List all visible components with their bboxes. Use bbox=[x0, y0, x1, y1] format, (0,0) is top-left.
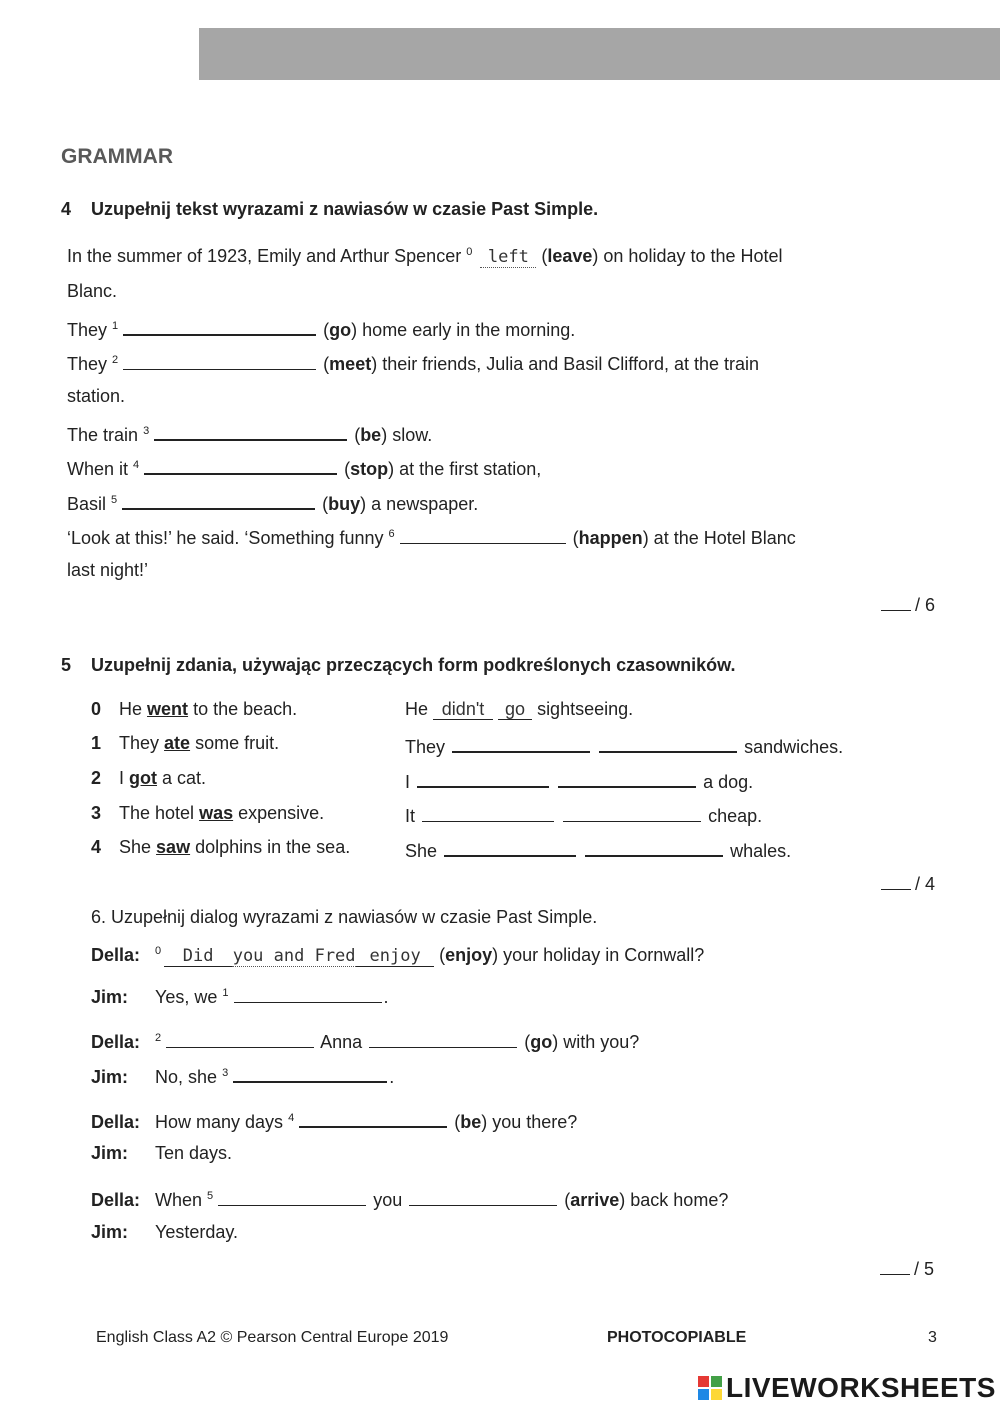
ex4-line-6: ‘Look at this!’ he said. ‘Something funny $^6$ (happen) at the Hotel Blanc bbox=[67, 525, 796, 549]
text: How many days bbox=[155, 1112, 284, 1132]
answer-gap-3b[interactable] bbox=[563, 803, 701, 822]
gap-number: 4 bbox=[133, 459, 140, 471]
text: sightseeing. bbox=[537, 699, 634, 719]
text: expensive. bbox=[238, 803, 325, 823]
score-ex4 bbox=[881, 594, 935, 616]
verb-hint: buy bbox=[328, 494, 361, 514]
text: ) at the Hotel Blanc bbox=[642, 528, 796, 548]
answer-gap-2[interactable] bbox=[123, 351, 316, 370]
gap-number: 5 bbox=[207, 1190, 214, 1202]
ex4-line-4: When it $^4$ (stop) at the first station, bbox=[67, 455, 541, 480]
text: When it bbox=[67, 459, 129, 479]
text: dolphins in the sea. bbox=[195, 837, 351, 857]
gap-number: 0 bbox=[466, 246, 473, 258]
text: ) with you? bbox=[552, 1032, 640, 1052]
text: ) you there? bbox=[481, 1112, 578, 1132]
text: some fruit. bbox=[195, 733, 280, 753]
dialog-line-j1 bbox=[91, 984, 389, 1008]
verb-hint: be bbox=[460, 1112, 482, 1132]
answer-gap-0[interactable]: left bbox=[480, 247, 536, 268]
answer-gap-0b[interactable]: go bbox=[498, 699, 532, 720]
text: He bbox=[405, 699, 429, 719]
row-number: 3 bbox=[91, 803, 102, 823]
text: whales. bbox=[730, 841, 792, 861]
gap-number: 2 bbox=[155, 1032, 162, 1044]
answer-gap-2b[interactable] bbox=[369, 1029, 517, 1048]
gap-number: 3 bbox=[143, 425, 150, 437]
text: to the beach. bbox=[193, 699, 298, 719]
row-number: 4 bbox=[91, 837, 102, 857]
text: ) on holiday to the Hotel bbox=[592, 246, 783, 266]
ex4-line-0b: Blanc. bbox=[67, 281, 118, 301]
answer-gap-0a[interactable]: didn't bbox=[433, 699, 493, 720]
liveworksheets-logo bbox=[698, 1372, 996, 1404]
text: . bbox=[389, 1067, 395, 1087]
answer-gap-1[interactable] bbox=[234, 984, 382, 1003]
verb-hint: go bbox=[530, 1032, 553, 1052]
underlined-verb: ate bbox=[164, 733, 191, 753]
verb-hint: stop bbox=[350, 459, 389, 479]
text: Basil bbox=[67, 494, 107, 514]
text: ) a newspaper. bbox=[360, 494, 479, 514]
dialog-line-j5 bbox=[91, 1222, 238, 1243]
ex5-row-1 bbox=[91, 733, 279, 754]
text: The hotel bbox=[119, 803, 195, 823]
ex5-row-2-answer bbox=[405, 768, 753, 793]
ex4-line-0: In the summer of 1923, Emily and Arthur Spencer $^0$ left (leave) on holiday to the Hotel bbox=[67, 246, 783, 267]
text: Yes, we bbox=[155, 987, 218, 1007]
text: When bbox=[155, 1190, 203, 1210]
underlined-verb: went bbox=[147, 699, 189, 719]
speaker-della: Della: bbox=[91, 1112, 141, 1132]
row-number: 1 bbox=[91, 733, 102, 753]
ex5-row-3-answer bbox=[405, 803, 762, 827]
text: They bbox=[405, 737, 446, 757]
verb-hint: be bbox=[360, 425, 382, 445]
ex5-row-0 bbox=[91, 699, 297, 720]
score-total: / 6 bbox=[915, 595, 936, 615]
answer-gap-4b[interactable] bbox=[585, 837, 723, 857]
ex5-row-4-answer bbox=[405, 837, 791, 862]
text: She bbox=[405, 841, 438, 861]
header-bar bbox=[199, 28, 1000, 80]
row-number: 0 bbox=[91, 699, 102, 719]
dialog-line-d5: Della: When $^5$ you (arrive) back home? bbox=[91, 1187, 728, 1211]
speaker-della: Della: bbox=[91, 1190, 141, 1210]
dialog-line-d0: Della: $^0$ Did you and Fred enjoy (enjoy) your holiday in Cornwall? bbox=[91, 945, 705, 966]
answer-gap-3a[interactable] bbox=[422, 803, 554, 822]
ex5-row-3 bbox=[91, 803, 324, 824]
text: He bbox=[119, 699, 143, 719]
answer-gap-1[interactable] bbox=[123, 316, 316, 336]
text: No, she bbox=[155, 1067, 218, 1087]
text: I bbox=[119, 768, 125, 788]
text: Yesterday. bbox=[155, 1222, 239, 1242]
ex4-line-2: They $^2$ (meet) their friends, Julia and Basil Clifford, at the train bbox=[67, 351, 759, 375]
verb-hint: meet bbox=[329, 354, 372, 374]
gap-number: 0 bbox=[155, 945, 162, 957]
speaker-jim: Jim: bbox=[91, 987, 129, 1007]
verb-hint: enjoy bbox=[445, 945, 493, 965]
speaker-jim: Jim: bbox=[91, 1222, 129, 1242]
dialog-line-d2: Della: $^2$ Anna (go) with you? bbox=[91, 1029, 639, 1053]
text: They bbox=[119, 733, 160, 753]
ex5-row-2 bbox=[91, 768, 206, 789]
ex4-line-2b: station. bbox=[67, 386, 126, 406]
text: They bbox=[67, 354, 108, 374]
score-blank[interactable] bbox=[881, 594, 911, 611]
exercise-number: 4 bbox=[61, 199, 72, 219]
ex5-row-0-answer bbox=[405, 699, 633, 720]
gap-number: 4 bbox=[288, 1112, 295, 1124]
dialog-line-j3 bbox=[91, 1063, 394, 1088]
dialog-line-j4 bbox=[91, 1143, 232, 1164]
answer-gap-2a[interactable] bbox=[417, 768, 549, 788]
score-ex6 bbox=[880, 1258, 934, 1280]
text: They bbox=[67, 320, 108, 340]
ex5-row-4 bbox=[91, 837, 350, 858]
answer-gap-2b[interactable] bbox=[558, 768, 696, 788]
text: It bbox=[405, 806, 416, 826]
verb-hint: happen bbox=[578, 528, 643, 548]
dialog-line-d4: Della: How many days $^4$ (be) you there? bbox=[91, 1108, 577, 1133]
underlined-verb: saw bbox=[156, 837, 191, 857]
underlined-verb: got bbox=[129, 768, 158, 788]
gap-number: 5 bbox=[111, 494, 118, 506]
ex4-line-5: Basil $^5$ (buy) a newspaper. bbox=[67, 490, 478, 515]
gap-number: 3 bbox=[222, 1067, 229, 1079]
text: a dog. bbox=[703, 772, 754, 792]
text: Ten days. bbox=[155, 1143, 233, 1163]
text: cheap. bbox=[708, 806, 763, 826]
verb-hint: arrive bbox=[570, 1190, 620, 1210]
verb-hint: leave bbox=[547, 246, 593, 266]
text: In the summer of 1923, Emily and Arthur Spencer bbox=[67, 246, 462, 266]
instruction-text: Uzupełnij tekst wyrazami z nawiasów w czasie Past Simple. bbox=[91, 199, 599, 219]
answer-gap-1a[interactable] bbox=[452, 733, 590, 753]
speaker-della: Della: bbox=[91, 945, 141, 965]
instruction-text: Uzupełnij zdania, używając przeczących form podkreślonych czasowników. bbox=[91, 655, 736, 675]
text: The train bbox=[67, 425, 139, 445]
answer-gap-3[interactable] bbox=[233, 1063, 387, 1083]
gap-number: 1 bbox=[112, 320, 119, 332]
answer-gap-2a[interactable] bbox=[166, 1029, 314, 1048]
score-blank[interactable] bbox=[880, 1258, 910, 1275]
text: ) slow. bbox=[381, 425, 433, 445]
answer-gap-5a[interactable] bbox=[218, 1187, 366, 1206]
text: . bbox=[383, 987, 389, 1007]
answer-gap-4a[interactable] bbox=[444, 837, 576, 857]
gap-number: 2 bbox=[112, 354, 119, 366]
exercise-6-instruction: 6. Uzupełnij dialog wyrazami z nawiasów w czasie Past Simple. bbox=[91, 907, 598, 927]
gap-number: 6 bbox=[388, 528, 395, 540]
text: a cat. bbox=[162, 768, 207, 788]
ex4-line-1: They $^1$ (go) home early in the morning. bbox=[67, 316, 575, 341]
answer-gap-3[interactable] bbox=[154, 421, 347, 441]
speaker-jim: Jim: bbox=[91, 1067, 129, 1087]
text: ‘Look at this!’ he said. ‘Something funny bbox=[67, 528, 384, 548]
ex4-line-6b: last night!’ bbox=[67, 560, 149, 580]
text: She bbox=[119, 837, 152, 857]
answer-gap-4[interactable] bbox=[299, 1108, 447, 1128]
text: I bbox=[405, 772, 411, 792]
answer-gap-d0c[interactable]: enjoy bbox=[356, 946, 434, 967]
answer-gap-d0a[interactable]: Did bbox=[164, 946, 232, 967]
text: sandwiches. bbox=[744, 737, 844, 757]
exercise-4-instruction bbox=[61, 199, 598, 220]
score-blank[interactable] bbox=[881, 873, 911, 890]
gap-number: 1 bbox=[222, 987, 229, 999]
text: ) their friends, Julia and Basil Clifford, at the train bbox=[371, 354, 760, 374]
speaker-jim: Jim: bbox=[91, 1143, 129, 1163]
answer-gap-1b[interactable] bbox=[599, 733, 737, 753]
text: you bbox=[373, 1190, 403, 1210]
score-ex5 bbox=[881, 873, 935, 895]
score-total: / 5 bbox=[914, 1259, 935, 1279]
page-number: 3 bbox=[928, 1329, 937, 1346]
answer-gap-5b[interactable] bbox=[409, 1187, 557, 1206]
text: ) home early in the morning. bbox=[351, 320, 576, 340]
brand-name: LIVEWORKSHEETS bbox=[726, 1372, 996, 1403]
section-title: GRAMMAR bbox=[61, 145, 173, 168]
text: ) at the first station, bbox=[388, 459, 542, 479]
footer-photocopiable: PHOTOCOPIABLE bbox=[607, 1329, 747, 1346]
text: ) your holiday in Cornwall? bbox=[492, 945, 705, 965]
answer-gap-5[interactable] bbox=[122, 490, 315, 510]
answer-gap-4[interactable] bbox=[144, 455, 337, 475]
underlined-verb: was bbox=[199, 803, 234, 823]
score-total: / 4 bbox=[915, 874, 936, 894]
footer-copyright: English Class A2 © Pearson Central Europe 2019 bbox=[96, 1329, 449, 1346]
liveworksheets-logo-icon bbox=[698, 1376, 722, 1400]
speaker-della: Della: bbox=[91, 1032, 141, 1052]
text: Anna bbox=[320, 1032, 363, 1052]
answer-gap-d0b[interactable]: you and Fred bbox=[232, 946, 356, 966]
ex5-row-1-answer bbox=[405, 733, 843, 758]
text: ) back home? bbox=[619, 1190, 729, 1210]
exercise-5-instruction bbox=[61, 655, 736, 676]
row-number: 2 bbox=[91, 768, 102, 788]
answer-gap-6[interactable] bbox=[400, 525, 566, 544]
verb-hint: go bbox=[329, 320, 352, 340]
ex4-line-3: The train $^3$ (be) slow. bbox=[67, 421, 432, 446]
exercise-number: 5 bbox=[61, 655, 72, 675]
